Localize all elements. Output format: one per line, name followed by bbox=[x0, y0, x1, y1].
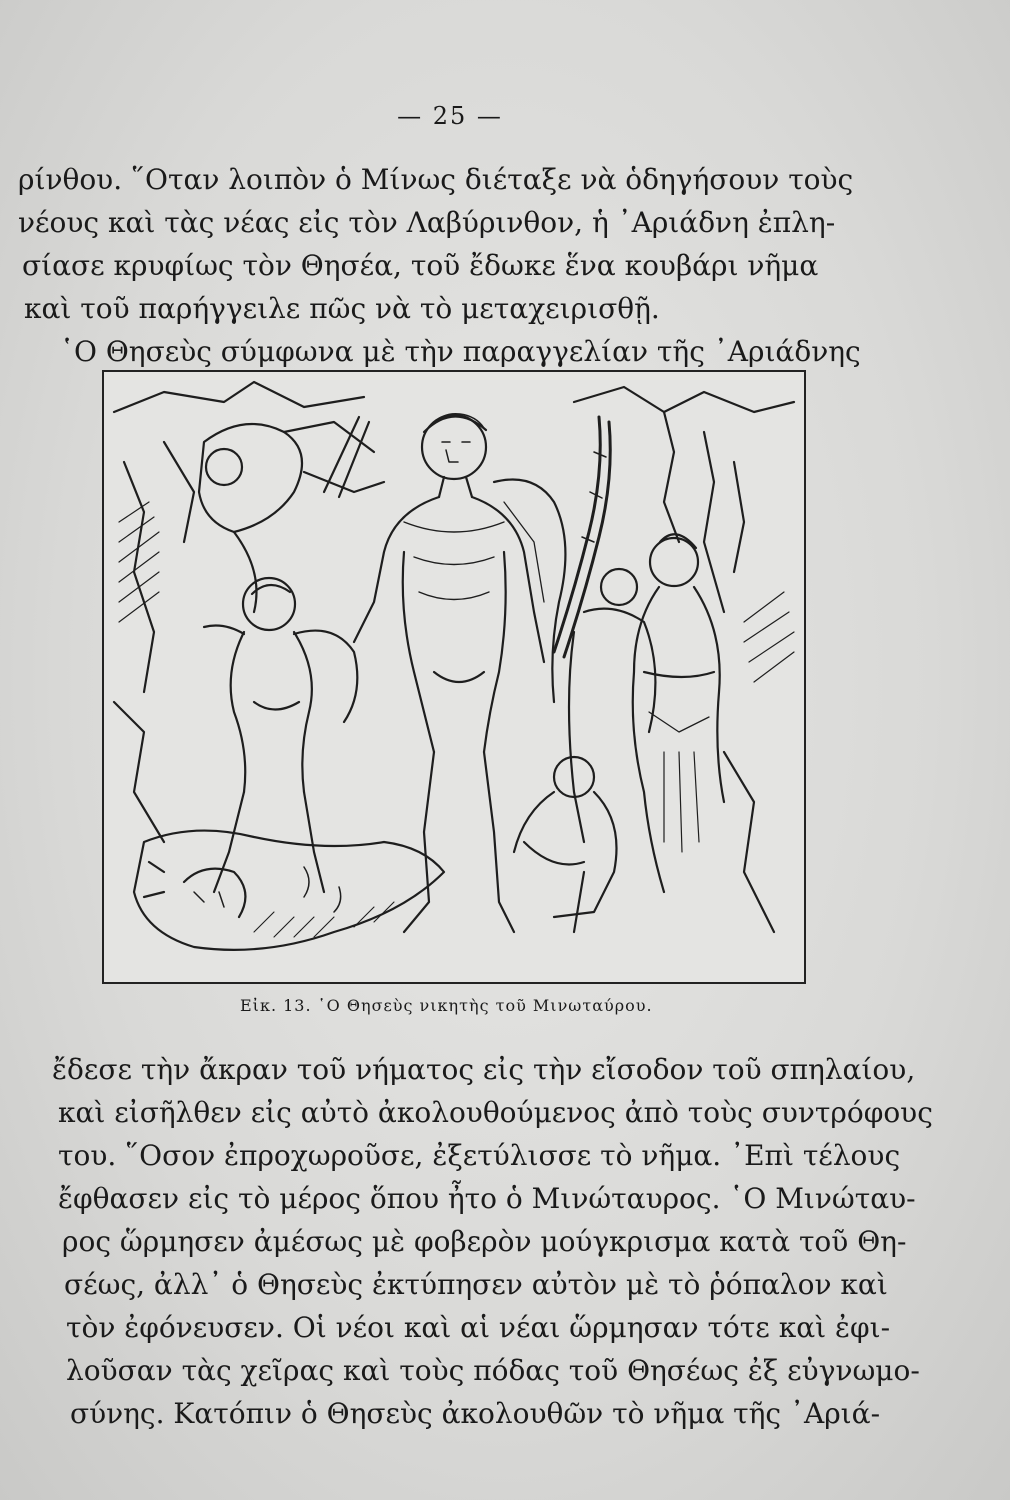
text-line: ἔφθασεν εἰς τὸ μέρος ὅπου ἦτο ὁ Μινώταυρος. ῾Ο Μινώταυ- bbox=[58, 1182, 916, 1215]
text-line: σίασε κρυφίως τὸν Θησέα, τοῦ ἔδωκε ἕνα κουβάρι νῆμα bbox=[22, 249, 819, 282]
text-line: τὸν ἐφόνευσεν. Οἱ νέοι καὶ αἱ νέαι ὥρμησαν τότε καὶ ἐφι- bbox=[66, 1311, 891, 1344]
text-line: του. ῞Οσον ἐπροχωροῦσε, ἐξετύλισσε τὸ νῆμα. ᾿Επὶ τέλους bbox=[58, 1139, 901, 1172]
text-line: ρος ὥρμησεν ἀμέσως μὲ φοβερὸν μούγκρισμα κατὰ τοῦ Θη- bbox=[62, 1225, 907, 1258]
text-line: ῾Ο Θησεὺς σύμφωνα μὲ τὴν παραγγελίαν τῆς ᾿Αριάδνης bbox=[60, 335, 861, 368]
text-line: καὶ τοῦ παρήγγειλε πῶς νὰ τὸ μεταχειρισθῇ. bbox=[24, 292, 660, 325]
figure-caption: Εἰκ. 13. ῾Ο Θησεὺς νικητὴς τοῦ Μινωταύρου. bbox=[240, 996, 653, 1015]
text-line: λοῦσαν τὰς χεῖρας καὶ τοὺς πόδας τοῦ Θησέως ἐξ εὐγνωμο- bbox=[66, 1354, 920, 1387]
text-line: ἔδεσε τὴν ἄκραν τοῦ νήματος εἰς τὴν εἴσοδον τοῦ σπηλαίου, bbox=[52, 1053, 916, 1086]
text-line: ρίνθου. ῞Οταν λοιπὸν ὁ Μίνως διέταξε νὰ ὁδηγήσουν τοὺς bbox=[18, 163, 854, 196]
text-line: σύνης. Κατόπιν ὁ Θησεὺς ἀκολουθῶν τὸ νῆμα τῆς ᾿Αριά- bbox=[70, 1397, 881, 1430]
paragraph-top bbox=[0, 158, 1010, 373]
text-line: σέως, ἀλλ᾿ ὁ Θησεὺς ἐκτύπησεν αὐτὸν μὲ τὸ ῥόπαλον καὶ bbox=[64, 1268, 888, 1301]
illustration-theseus-minotaur bbox=[102, 370, 806, 984]
text-line: νέους καὶ τὰς νέας εἰς τὸν Λαβύρινθον, ἡ ᾿Αριάδνη ἐπλη- bbox=[18, 206, 836, 239]
text-line: καὶ εἰσῆλθεν εἰς αὐτὸ ἀκολουθούμενος ἀπὸ τοὺς συντρόφους bbox=[58, 1096, 933, 1129]
paragraph-bottom bbox=[0, 1048, 1010, 1435]
page-number: — 25 — bbox=[397, 102, 503, 130]
